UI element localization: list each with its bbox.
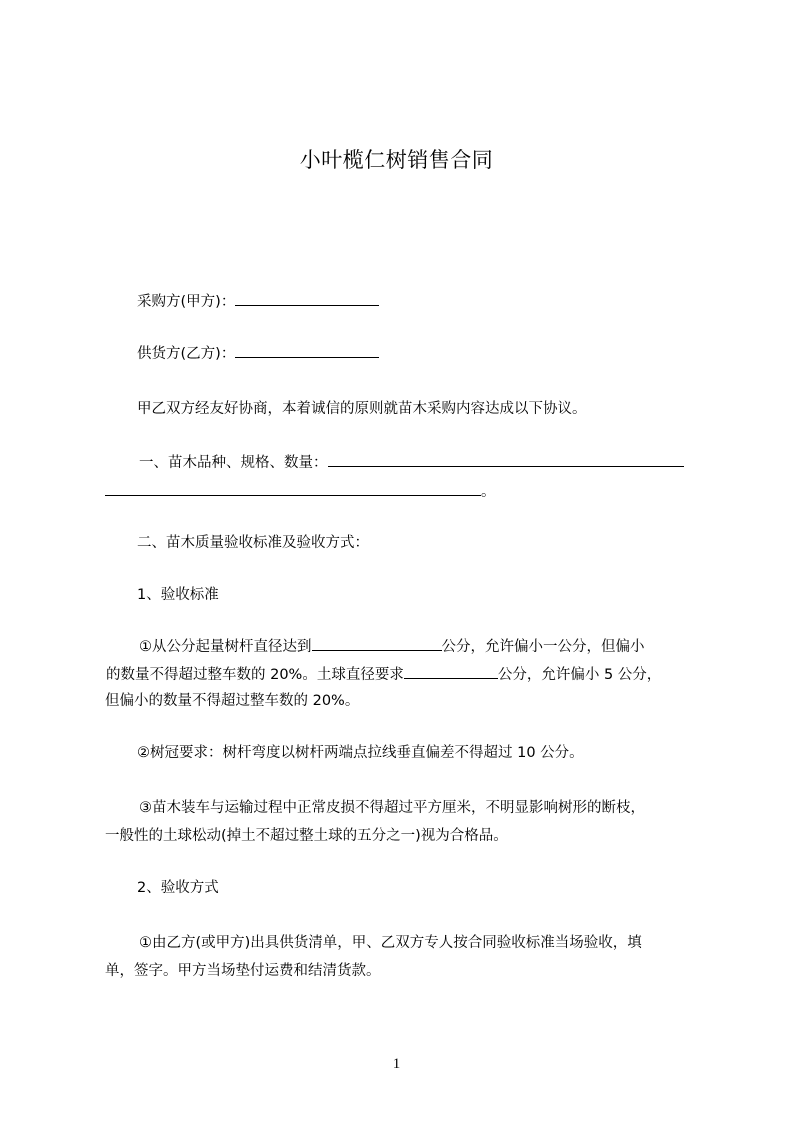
sub2-heading: 2、验收方式 — [137, 880, 219, 896]
sub1-heading: 1、验收标准 — [137, 587, 219, 603]
section2-heading: 二、苗木质量验收标准及验收方式： — [137, 535, 369, 551]
item1-line2 — [106, 664, 661, 685]
item1-text-d: 公分，允许偏小 5 公分， — [497, 667, 662, 683]
trunk-diameter-blank — [312, 636, 442, 651]
section1-label: 一、苗木品种、规格、数量： — [139, 455, 328, 471]
item3-line1: ③苗木装车与运输过程中正常皮损不得超过平方厘米，不明显影响树形的断枝， — [139, 800, 645, 816]
contract-title: 小叶榄仁树销售合同 — [299, 148, 494, 172]
method1-line2: 单，签字。甲方当场垫付运费和结清货款。 — [105, 963, 381, 979]
section1-line — [139, 452, 684, 473]
party-a-blank — [235, 291, 379, 306]
party-a-line — [137, 291, 379, 312]
party-b-line — [137, 343, 379, 364]
item1-text-b: 公分，允许偏小一公分，但偏小 — [441, 639, 645, 655]
item2-paragraph: ②树冠要求：树杆弯度以树杆两端点拉线垂直偏差不得超过 10 公分。 — [137, 745, 584, 761]
section1-blank-2 — [105, 481, 481, 496]
item1-text-a: ①从公分起量树杆直径达到 — [139, 639, 312, 655]
section1-end: 。 — [481, 484, 496, 500]
intro-paragraph: 甲乙双方经友好协商，本着诚信的原则就苗木采购内容达成以下协议。 — [137, 401, 587, 417]
party-a-label: 采购方(甲方)： — [137, 294, 236, 310]
item1-text-c: 的数量不得超过整车数的 20%。土球直径要求 — [106, 667, 404, 683]
section1-line-2 — [105, 481, 496, 502]
method1-line1: ①由乙方(或甲方)出具供货清单，甲、乙双方专人按合同验收标准当场验收，填 — [139, 935, 642, 951]
item1-line3: 但偏小的数量不得超过整车数的 20%。 — [105, 693, 360, 709]
root-ball-blank — [404, 664, 498, 679]
item1-line1 — [139, 636, 645, 657]
page-number: 1 — [392, 1056, 401, 1072]
section1-blank-1 — [328, 452, 684, 467]
party-b-label: 供货方(乙方)： — [137, 346, 236, 362]
item3-line2: 一般性的土球松动(掉土不超过整土球的五分之一)视为合格品。 — [105, 828, 508, 844]
party-b-blank — [235, 343, 379, 358]
